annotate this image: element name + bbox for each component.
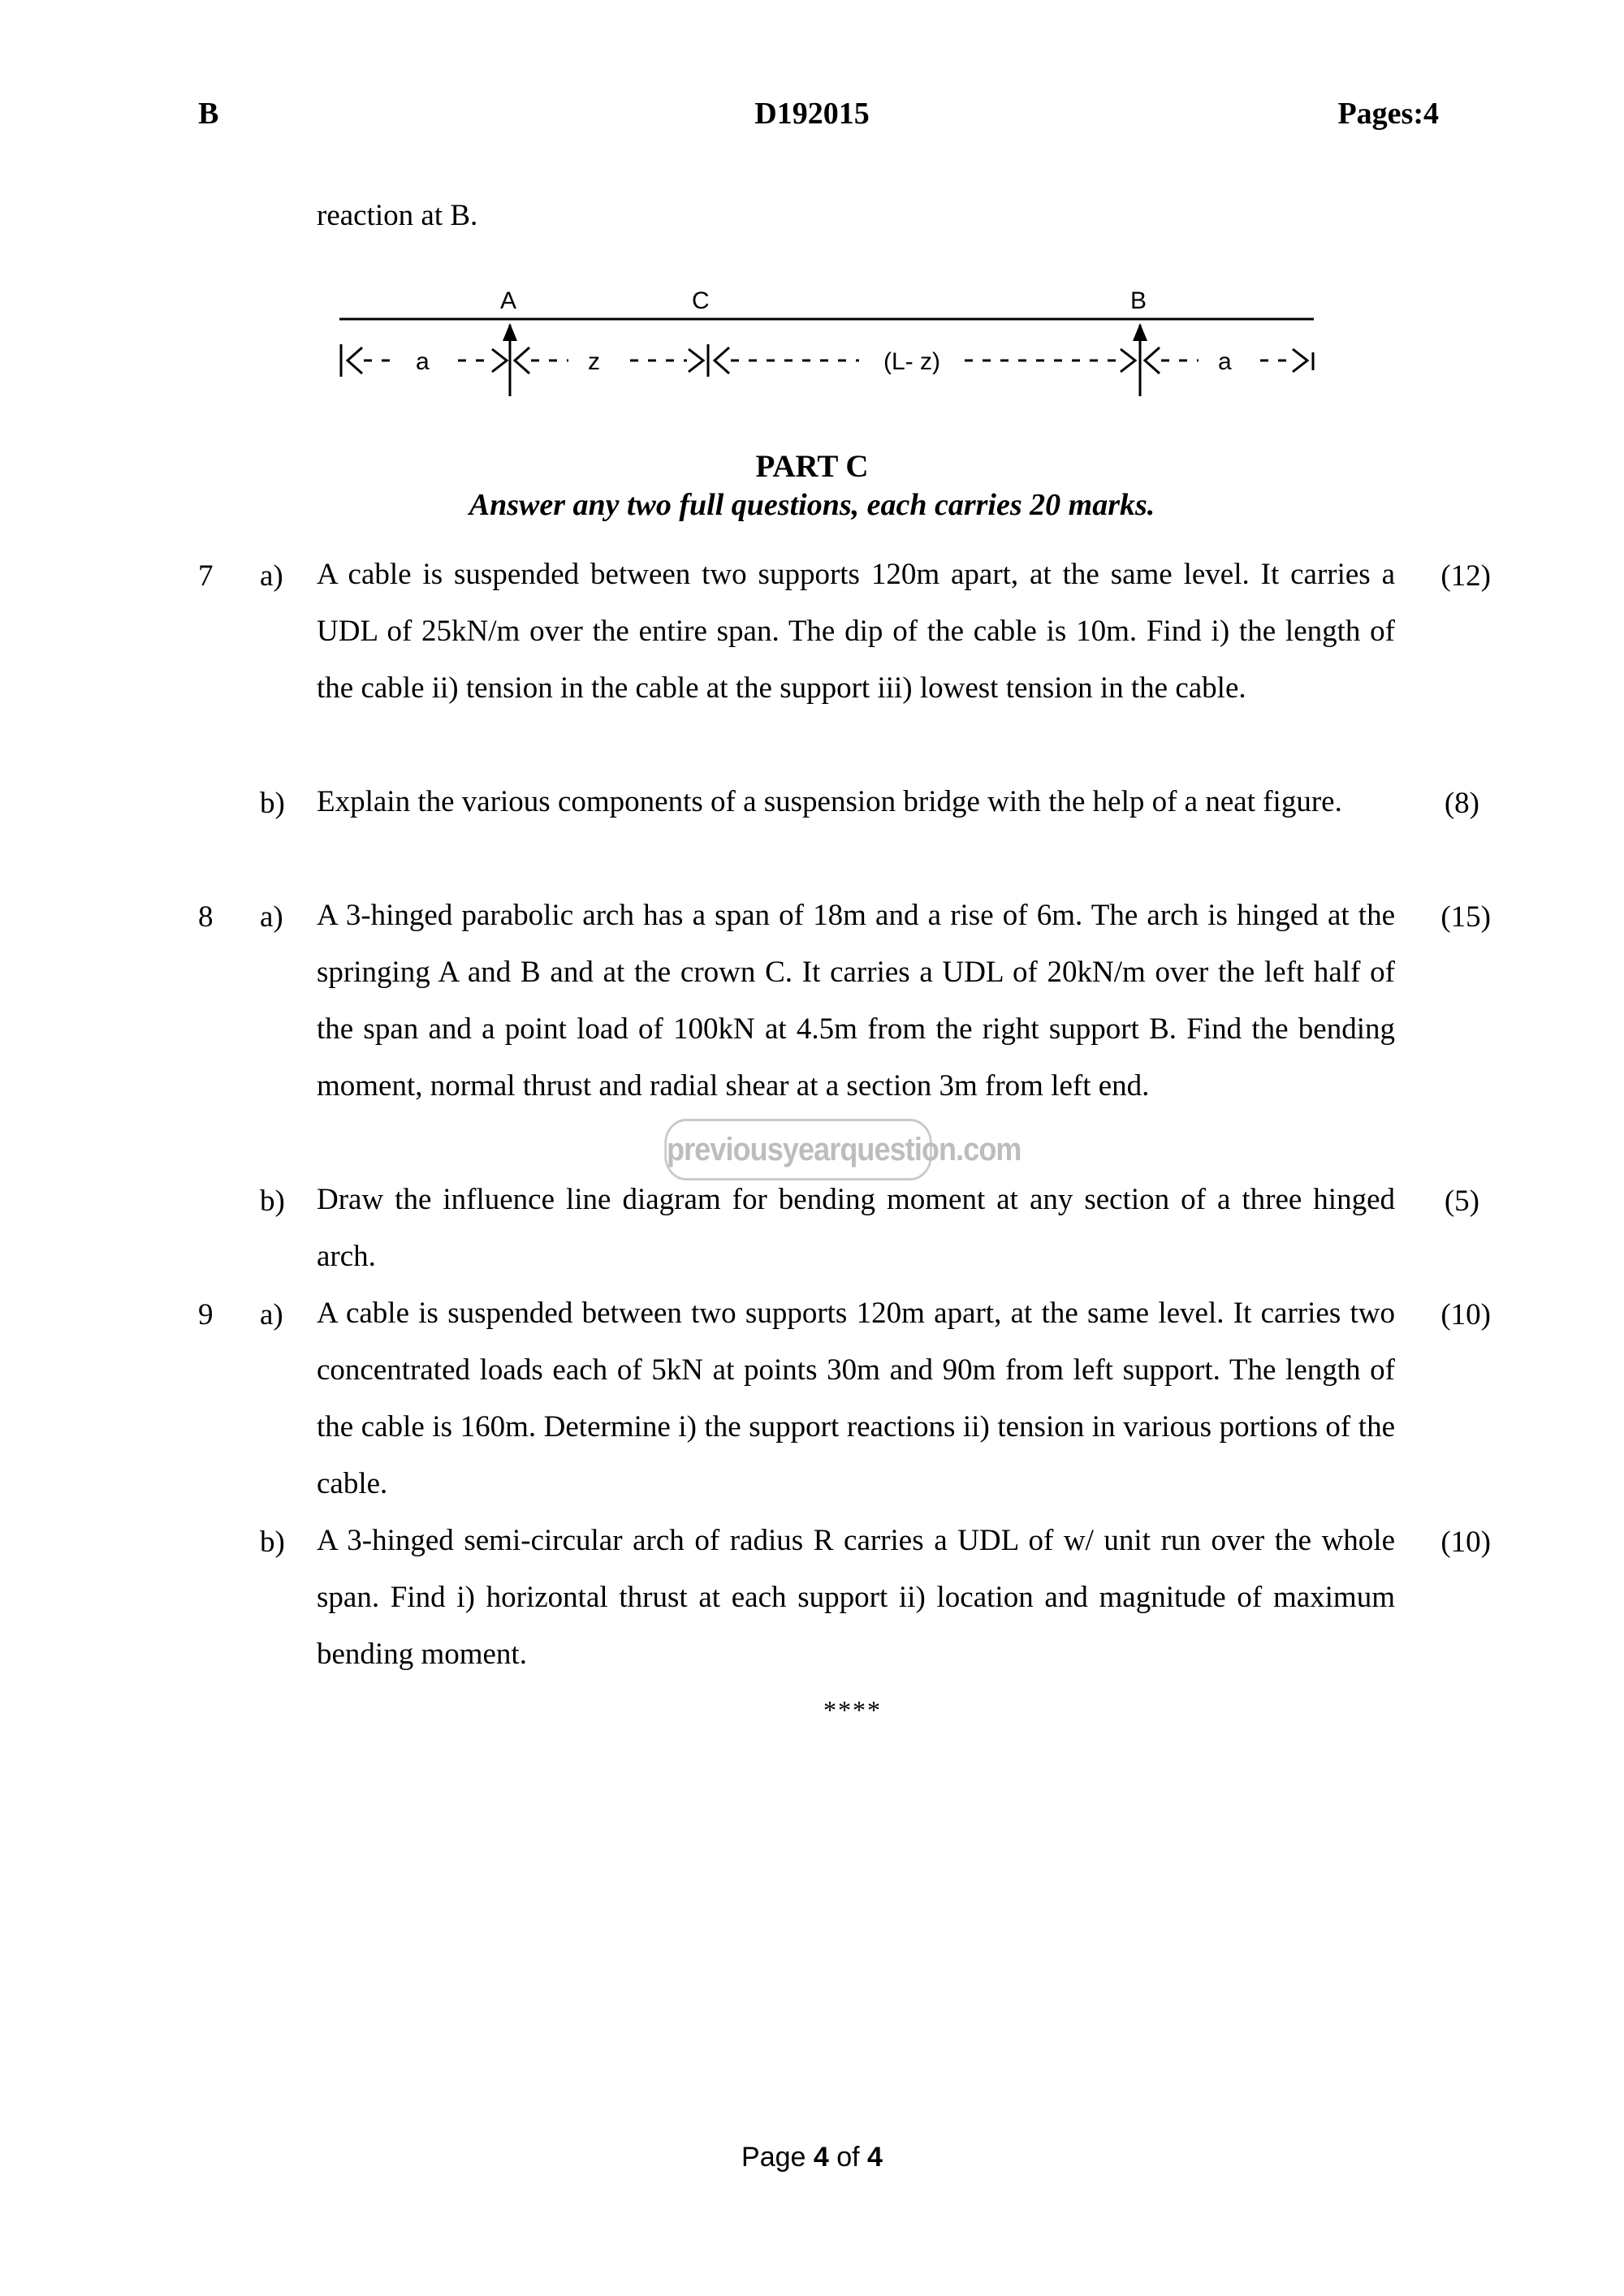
- question-marks: (5): [1444, 1185, 1479, 1218]
- point-label-b: B: [1130, 287, 1147, 314]
- question-text: A cable is suspended between two supports 120m apart, at the same level. It carries two concentrated loads each of 5kN at points 30m and 90m from left support. The length of the cable is 160m. Determine i) the support reactions ii) tension in various portions of the cable.: [317, 1297, 1395, 1500]
- question-marks: (8): [1444, 787, 1479, 820]
- beam-diagram: [0, 0, 1624, 422]
- question-text: Explain the various components of a suspension bridge with the help of a neat figure.: [317, 785, 1342, 818]
- question-text: A cable is suspended between two supports 120m apart, at the same level. It carries a UDL of 25kN/m over the entire span. The dip of the cable is 10m. Find i) the length of the cable ii) tension in the cable at the support iii) lowest tension in the cable.: [317, 558, 1395, 705]
- footer-current-page: 4: [813, 2142, 829, 2173]
- page-footer: [0, 2142, 1624, 2173]
- question-part-label: b): [260, 1185, 285, 1218]
- question-part-label: a): [260, 559, 283, 593]
- question-part-label: b): [260, 1526, 285, 1559]
- continuation-text: reaction at B.: [317, 199, 478, 232]
- header-pages: Pages:4: [1337, 97, 1439, 131]
- question-marks: (15): [1440, 900, 1491, 934]
- header-series-code: B: [198, 97, 219, 131]
- question-number: 8: [198, 900, 214, 934]
- question-text: Draw the influence line diagram for bending moment at any section of a three hinged arch.: [317, 1183, 1395, 1273]
- point-label-a: A: [500, 287, 517, 314]
- dim-label-l-minus-z: (L- z): [883, 348, 940, 375]
- point-label-c: C: [692, 287, 710, 314]
- question-part-label: a): [260, 1298, 283, 1331]
- question-marks: (12): [1440, 559, 1491, 593]
- dim-label-a-right: a: [1218, 348, 1232, 375]
- header-paper-code: D192015: [754, 97, 870, 131]
- question-part-label: a): [260, 900, 283, 934]
- question-text: A 3-hinged parabolic arch has a span of 18m and a rise of 6m. The arch is hinged at the springing A and B and at the crown C. It carries a UDL of 20kN/m over the left half of the span and a point load of 100kN at 4.5m from the right support B. Find the bending moment, normal thrust and radial shear at a section 3m from left end.: [317, 899, 1395, 1103]
- end-of-paper-mark: ****: [823, 1695, 882, 1724]
- footer-total-pages: 4: [867, 2142, 883, 2173]
- question-marks: (10): [1440, 1526, 1491, 1559]
- footer-of: of: [828, 2142, 868, 2173]
- footer-prefix: Page: [741, 2142, 814, 2173]
- question-part-label: b): [260, 787, 285, 820]
- question-number: 7: [198, 559, 214, 593]
- part-title: PART C: [755, 449, 869, 484]
- watermark-logo: previousyearquestion.com: [664, 1119, 931, 1180]
- question-marks: (10): [1440, 1298, 1491, 1331]
- dim-label-a-left: a: [416, 348, 430, 375]
- question-text: A 3-hinged semi-circular arch of radius R carries a UDL of w/ unit run over the whole span. Find i) horizontal thrust at each support ii) location and magnitude of maximum bending moment.: [317, 1524, 1395, 1671]
- part-instruction: Answer any two full questions, each carries 20 marks.: [469, 488, 1155, 522]
- question-number: 9: [198, 1298, 214, 1331]
- dim-label-z: z: [588, 348, 600, 375]
